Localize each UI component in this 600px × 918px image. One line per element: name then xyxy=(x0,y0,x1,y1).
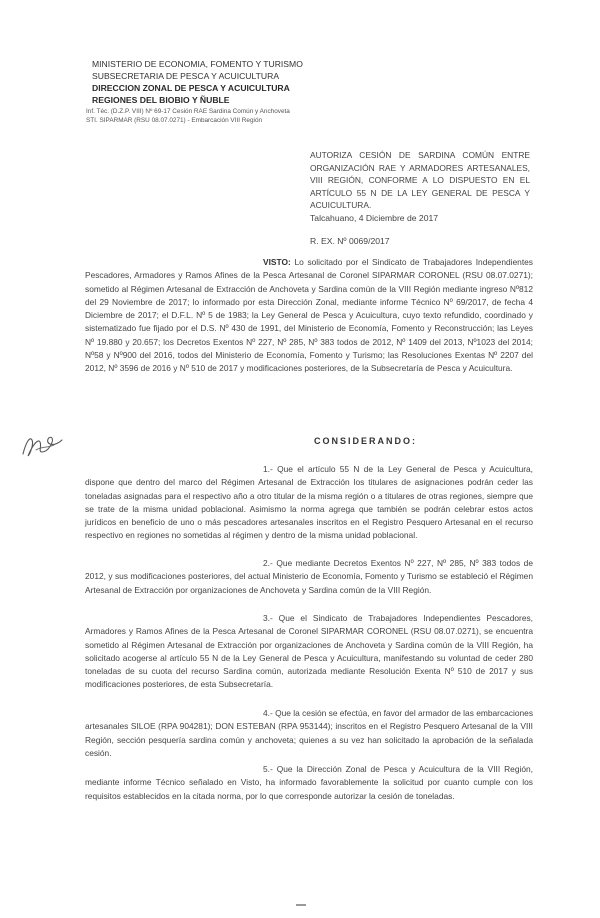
handwritten-initials xyxy=(18,430,66,462)
considerando-item-3 xyxy=(85,612,533,692)
request-reference: STI. SIPARMAR (RSU 08.07.0271) - Embarcación VIII Región xyxy=(86,117,263,125)
visto-label: VISTO: xyxy=(263,257,291,267)
considerando-text-2: 2.- Que mediante Decretos Exentos Nº 227, Nº 285, Nº 383 todos de 2012, y sus modificaciones posteriores, del actual Ministerio de Economía, Fomento y Turismo se estableció el Régimen Artesanal de Extracción por organizaciones de Anchoveta y Sardina común de la VIII Región. xyxy=(85,558,533,595)
considerando-text-1: 1.- Que el artículo 55 N de la Ley General de Pesca y Acuicultura, dispone que dentro del marco del Régimen Artesanal de Extracción los titulares de asignaciones podrán ceder las toneladas asignadas para el respectivo año a otro titular de la misma región o a titulares de otras regiones, siempre que se trate de la misma unidad poblacional. Asimismo la norma agrega que también se podrán celebrar estos actos jurídicos en beneficio de uno o más pescadores artesanales inscritos en el Registro Pesquero Artesanal en el recurso respectivo en regiones no sometidas al régimen y dentro de la misma unidad poblacional. xyxy=(85,464,533,541)
regions-name: REGIONES DEL BIOBIO Y ÑUBLE xyxy=(92,95,230,105)
considerando-text-3: 3.- Que el Sindicato de Trabajadores Independientes Pescadores, Armadores y Ramos Afines de la Pesca Artesanal de Coronel SIPARMAR CORONEL (RSU 08.07.0271), se encuentra sometido al Régimen Artesanal de Extracción por organizaciones de Anchoveta y Sardina común de la VIII Región, ha solicitado acogerse al artículo 55 N de la Ley General de Pesca y Acuicultura, manifestando su voluntad de ceder 280 toneladas de su cuota del recurso Sardina común, autorizada mediante Resolución Exenta Nº 510 de 2017 y sus modificaciones posteriores, de esta Subsecretaría. xyxy=(85,613,533,690)
considerando-item-1 xyxy=(85,463,533,543)
considerando-heading: CONSIDERANDO: xyxy=(314,436,418,446)
zonal-direction-name: DIRECCION ZONAL DE PESCA Y ACUICULTURA xyxy=(92,83,290,93)
considerando-item-4 xyxy=(85,707,533,760)
visto-paragraph xyxy=(85,256,533,376)
page-mark xyxy=(296,904,306,906)
considerando-item-5 xyxy=(85,763,533,803)
resolution-date: Talcahuano, 4 Diciembre de 2017 xyxy=(310,213,439,223)
subsecretary-name: SUBSECRETARIA DE PESCA Y ACUICULTURA xyxy=(92,71,280,81)
letterhead xyxy=(86,58,352,126)
considerando-text-4: 4.- Que la cesión se efectúa, en favor del armador de las embarcaciones artesanales SILOE (RPA 904281); DON ESTEBAN (RPA 953144); inscritos en el Registro Pesquero Artesanal de la VIII Región, sección pesquería sardina común y anchoveta; quienes a su vez han solicitado la aprobación de la señalada cesión. xyxy=(85,708,534,758)
considerando-item-2 xyxy=(85,557,533,597)
resolution-subject: AUTORIZA CESIÓN DE SARDINA COMÚN ENTRE ORGANIZACIÓN RAE Y ARMADORES ARTESANALES, VIII REGIÓN, CONFORME A LO DISPUESTO EN EL ARTÍCULO 55 N DE LA LEY GENERAL DE PESCA Y ACUICULTURA. xyxy=(310,150,530,211)
considerando-text-5: 5.- Que la Dirección Zonal de Pesca y Acuicultura de la VIII Región, mediante informe Técnico señalado en Visto, ha informado favorablemente la solicitud por cuanto cumple con los requisitos establecidos en la citada norma, por lo que corresponde autorizar la cesión de toneladas. xyxy=(85,764,533,801)
visto-text: Lo solicitado por el Sindicato de Trabajadores Independientes Pescadores, Armadores y Ramos Afines de la Pesca Artesanal de Coronel SIPARMAR CORONEL (RSU 08.07.0271); sometido al Régimen Artesanal de Extracción de Anchoveta y Sardina común de la VIII Región mediante ingreso Nº812 del 29 Noviembre de 2017; lo informado por esta Dirección Zonal, mediante informe Técnico Nº 69/2017, de fecha 4 Diciembre de 2017; el D.F.L. Nº 5 de 1983; la Ley General de Pesca y Acuicultura, cuyo texto refundido, coordinado y sistematizado fue fijado por el D.S. Nº 430 de 1991, del Ministerio de Economía, Fomento y Reconstrucción; las Leyes Nº 19.880 y 20.657; los Decretos Exentos Nº 227, Nº 285, Nº 383 todos de 2012, Nº 1409 del 2013, Nº1023 del 2014; Nº58 y Nº900 del 2016, todos del Ministerio de Economía, Fomento y Turismo; las Resoluciones Exentas Nº 2207 del 2012, Nº 3596 de 2016 y Nº 510 de 2017 y modificaciones posteriores, de la Subsecretaría de Pesca y Acuicultura. xyxy=(85,257,533,374)
report-reference: Inf. Téc. (D.Z.P. VIII) Nº 69-17 Cesión RAE Sardina Común y Anchoveta xyxy=(86,108,290,115)
resolution-number: R. EX. Nº 0069/2017 xyxy=(310,236,390,246)
ministry-name: MINISTERIO DE ECONOMIA, FOMENTO Y TURISMO xyxy=(92,59,303,69)
